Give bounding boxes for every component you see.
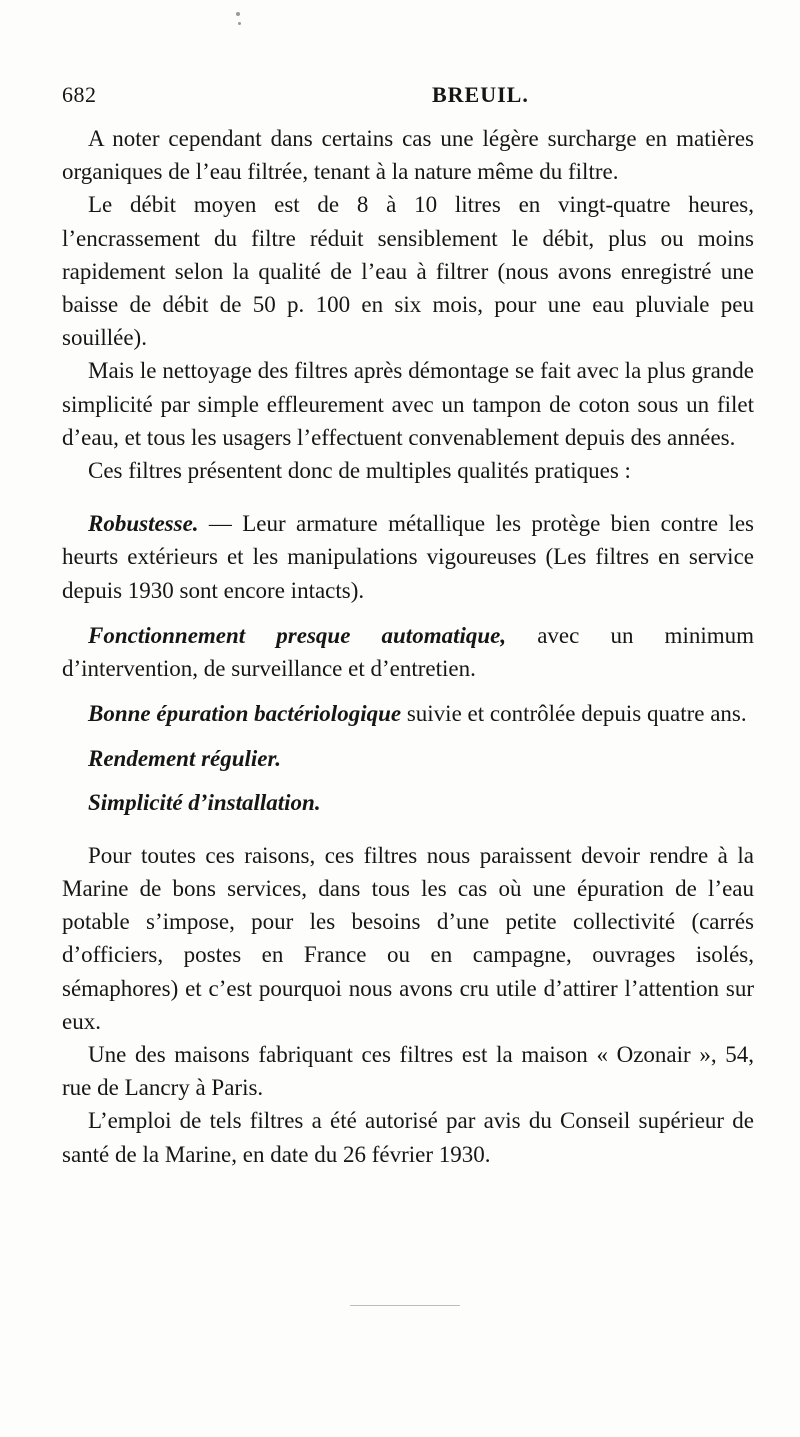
scan-speck <box>236 12 240 16</box>
paragraph: L’emploi de tels filtres a été autorisé par avis du Conseil supérieur de santé de la Marine, en date du 26 février 1930. <box>62 1108 754 1167</box>
quality-title: Rendement régulier. <box>88 746 281 772</box>
quality-text: avec un minimum d’intervention, de surveillance et d’entretien. <box>62 622 755 682</box>
quality-text: — Leur armature métallique les protège bien contre les heurts extérieurs et les manipulations vigoureuses (Les filtres en service depuis 1930 sont encore intacts). <box>62 511 754 603</box>
quality-title: Fonctionnement presque automatique, <box>88 622 507 648</box>
scan-speck <box>238 22 241 25</box>
paragraph: A noter cependant dans certains cas une légère surcharge en matières organiques de l’eau filtrée, tenant à la nature même du filtre. <box>62 126 754 185</box>
paragraph: Mais le nettoyage des filtres après démontage se fait avec la plus grande simplicité par simple effleurement avec un tampon de coton sous un filet d’eau, et tous les usagers l’effectuent convenablement depuis des années. <box>62 358 754 450</box>
quality-text: suivie et contrôlée depuis quatre ans. <box>401 701 747 727</box>
page-number: 682 <box>62 82 97 107</box>
quality-title: Bonne épuration bactériologique <box>88 701 402 727</box>
running-header <box>62 82 754 112</box>
quality-item-fonctionnement <box>62 619 754 685</box>
divider <box>350 1305 460 1306</box>
quality-item-robustesse <box>62 507 754 607</box>
quality-item-simplicite <box>62 786 754 819</box>
quality-item-epuration <box>62 697 754 730</box>
paragraph: Une des maisons fabriquant ces filtres est la maison « Ozonair », 54, rue de Lancry à Paris. <box>62 1042 754 1101</box>
quality-title: Simplicité d’installation. <box>88 789 321 815</box>
paragraph: Le débit moyen est de 8 à 10 litres en vingt-quatre heures, l’encrassement du filtre réduit sensiblement le débit, plus ou moins rapidement selon la qualité de l’eau à filtrer (nous avons enregistré une baisse de débit de 50 p. 100 en six mois, pour une eau pluviale peu souillée). <box>62 192 754 351</box>
quality-item-rendement <box>62 742 754 775</box>
quality-title: Robustesse. <box>88 511 199 537</box>
body-text <box>62 122 754 1171</box>
running-title: BREUIL. <box>432 82 529 107</box>
paragraph: Pour toutes ces raisons, ces filtres nous paraissent devoir rendre à la Marine de bons services, dans tous les cas où une épuration de l’eau potable s’impose, pour les besoins d’une petite collectivité (carrés d’officiers, postes en France ou en campagne, ouvrages isolés, sémaphores) et c’est pourquoi nous avons cru utile d’attirer l’attention sur eux. <box>62 842 754 1034</box>
paragraph: Ces filtres présentent donc de multiples qualités pratiques : <box>88 458 631 484</box>
